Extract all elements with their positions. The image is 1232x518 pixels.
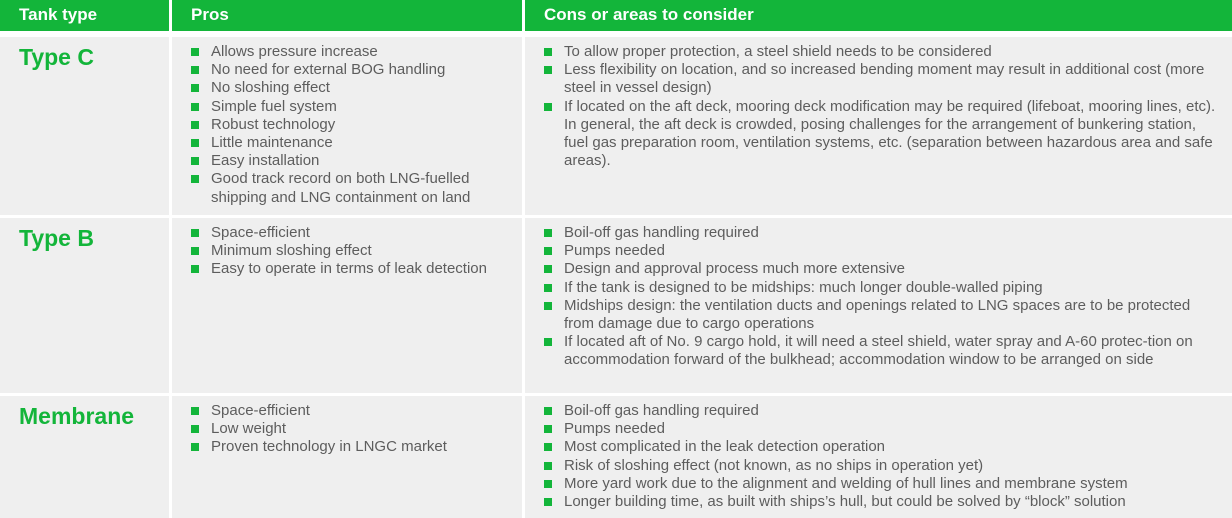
list-item-text: To allow proper protection, a steel shield needs to be considered <box>564 43 992 60</box>
bullet-square-icon <box>544 302 552 310</box>
list-item-text: Robust technology <box>211 115 336 133</box>
list-item <box>190 152 516 170</box>
list-item <box>190 260 516 278</box>
list-item <box>543 61 1222 97</box>
list-item-text: Minimum sloshing effect <box>211 242 372 260</box>
list-item-text: Pumps needed <box>564 420 665 438</box>
bullet-square-icon <box>544 480 552 488</box>
list-item <box>190 224 516 242</box>
list-item <box>543 242 1222 260</box>
cons-list <box>525 37 1232 170</box>
list-item-text: Risk of sloshing effect (not known, as no ships in operation yet) <box>564 456 984 474</box>
list-item-text: Boil-off gas handling required <box>564 224 759 241</box>
header-tank-type: Tank type <box>0 0 169 31</box>
list-item <box>190 134 516 152</box>
list-item <box>190 98 516 116</box>
row-membrane-cons-cell <box>525 396 1232 518</box>
list-item <box>543 475 1222 493</box>
list-item <box>190 116 516 134</box>
cons-list <box>525 396 1232 511</box>
tank-type-label: Type C <box>19 44 94 70</box>
bullet-square-icon <box>191 157 199 165</box>
bullet-square-icon <box>544 443 552 451</box>
list-item-text: Design and approval process much more extensive <box>564 260 906 278</box>
list-item-text: Space-efficient <box>211 402 310 419</box>
bullet-square-icon <box>544 66 552 74</box>
list-item <box>190 61 516 79</box>
bullet-square-icon <box>544 425 552 433</box>
list-item-text: Longer building time, as built with ships’s hull, but could be solved by “block” solution <box>564 493 1126 511</box>
bullet-square-icon <box>191 84 199 92</box>
list-item-text: Boil-off gas handling required <box>564 402 759 419</box>
list-item-text: If located on the aft deck, mooring deck modification may be required (lifeboat, mooring lines, etc). In general, the aft deck is crowded, posing challenges for the arrangement of bunkering station, fuel gas preparation room, ventilation systems, etc. (separation between hazardous area and safe areas). <box>564 97 1216 170</box>
list-item <box>190 79 516 97</box>
list-item-text: Proven technology in LNGC market <box>211 438 447 456</box>
list-item <box>543 279 1222 297</box>
cons-list <box>525 218 1232 370</box>
bullet-square-icon <box>191 229 199 237</box>
list-item <box>543 98 1222 171</box>
pros-list <box>172 396 522 457</box>
bullet-square-icon <box>191 103 199 111</box>
list-item <box>190 438 516 456</box>
bullet-square-icon <box>544 498 552 506</box>
bullet-square-icon <box>191 425 199 433</box>
bullet-square-icon <box>191 175 199 183</box>
row-type-b-name-cell <box>0 218 169 393</box>
row-type-c-name-cell <box>0 37 169 215</box>
header-cons: Cons or areas to consider <box>525 0 1232 31</box>
bullet-square-icon <box>544 462 552 470</box>
bullet-square-icon <box>191 247 199 255</box>
list-item-text: Good track record on both LNG-fuelled shipping and LNG containment on land <box>211 170 471 206</box>
list-item-text: Allows pressure increase <box>211 43 378 60</box>
list-item-text: Midships design: the ventilation ducts and openings related to LNG spaces are to be protected from damage due to cargo operations <box>564 296 1191 333</box>
row-type-b-pros-cell <box>172 218 522 393</box>
list-item-text: No need for external BOG handling <box>211 61 446 79</box>
list-item-text: Most complicated in the leak detection operation <box>564 438 886 456</box>
list-item <box>190 43 516 61</box>
list-item <box>543 493 1222 511</box>
list-item-text: Easy installation <box>211 152 320 170</box>
pros-list <box>172 37 522 207</box>
bullet-square-icon <box>191 443 199 451</box>
bullet-square-icon <box>191 121 199 129</box>
bullet-square-icon <box>544 284 552 292</box>
bullet-square-icon <box>544 338 552 346</box>
bullet-square-icon <box>191 139 199 147</box>
bullet-square-icon <box>544 229 552 237</box>
bullet-square-icon <box>191 265 199 273</box>
list-item-text: Space-efficient <box>211 224 310 241</box>
list-item <box>543 260 1222 278</box>
bullet-square-icon <box>544 407 552 415</box>
list-item-text: Pumps needed <box>564 242 665 260</box>
bullet-square-icon <box>544 247 552 255</box>
tank-type-label: Type B <box>19 225 94 251</box>
list-item <box>543 43 1222 61</box>
tank-type-label: Membrane <box>19 403 135 429</box>
bullet-square-icon <box>191 48 199 56</box>
list-item-text: More yard work due to the alignment and welding of hull lines and membrane system <box>564 474 1128 492</box>
list-item-text: Little maintenance <box>211 134 333 152</box>
pros-list <box>172 218 522 279</box>
list-item-text: Easy to operate in terms of leak detection <box>211 260 487 278</box>
bullet-square-icon <box>544 48 552 56</box>
list-item <box>190 170 516 206</box>
bullet-square-icon <box>544 103 552 111</box>
list-item-text: If located aft of No. 9 cargo hold, it will need a steel shield, water spray and A-60 protec-tion on accommodation forward of the bulkhead; accommodation window to be arranged on side <box>564 333 1193 369</box>
row-type-b-cons-cell <box>525 218 1232 393</box>
list-item-text: No sloshing effect <box>211 79 330 97</box>
bullet-square-icon <box>544 265 552 273</box>
list-item-text: Simple fuel system <box>211 97 337 115</box>
list-item <box>543 297 1222 333</box>
row-membrane-pros-cell <box>172 396 522 518</box>
list-item-text: If the tank is designed to be midships: much longer double-walled piping <box>564 278 1043 296</box>
header-pros: Pros <box>172 0 522 31</box>
row-type-c-pros-cell <box>172 37 522 215</box>
bullet-square-icon <box>191 66 199 74</box>
row-membrane-name-cell <box>0 396 169 518</box>
list-item <box>190 242 516 260</box>
list-item <box>543 420 1222 438</box>
list-item-text: Low weight <box>211 420 287 438</box>
list-item <box>543 438 1222 456</box>
bullet-square-icon <box>191 407 199 415</box>
list-item-text: Less flexibility on location, and so increased bending moment may result in additional cost (more steel in vessel design) <box>564 61 1205 97</box>
list-item <box>190 402 516 420</box>
row-type-c-cons-cell <box>525 37 1232 215</box>
list-item <box>543 224 1222 242</box>
list-item <box>543 402 1222 420</box>
list-item <box>543 457 1222 475</box>
list-item <box>190 420 516 438</box>
list-item <box>543 333 1222 369</box>
